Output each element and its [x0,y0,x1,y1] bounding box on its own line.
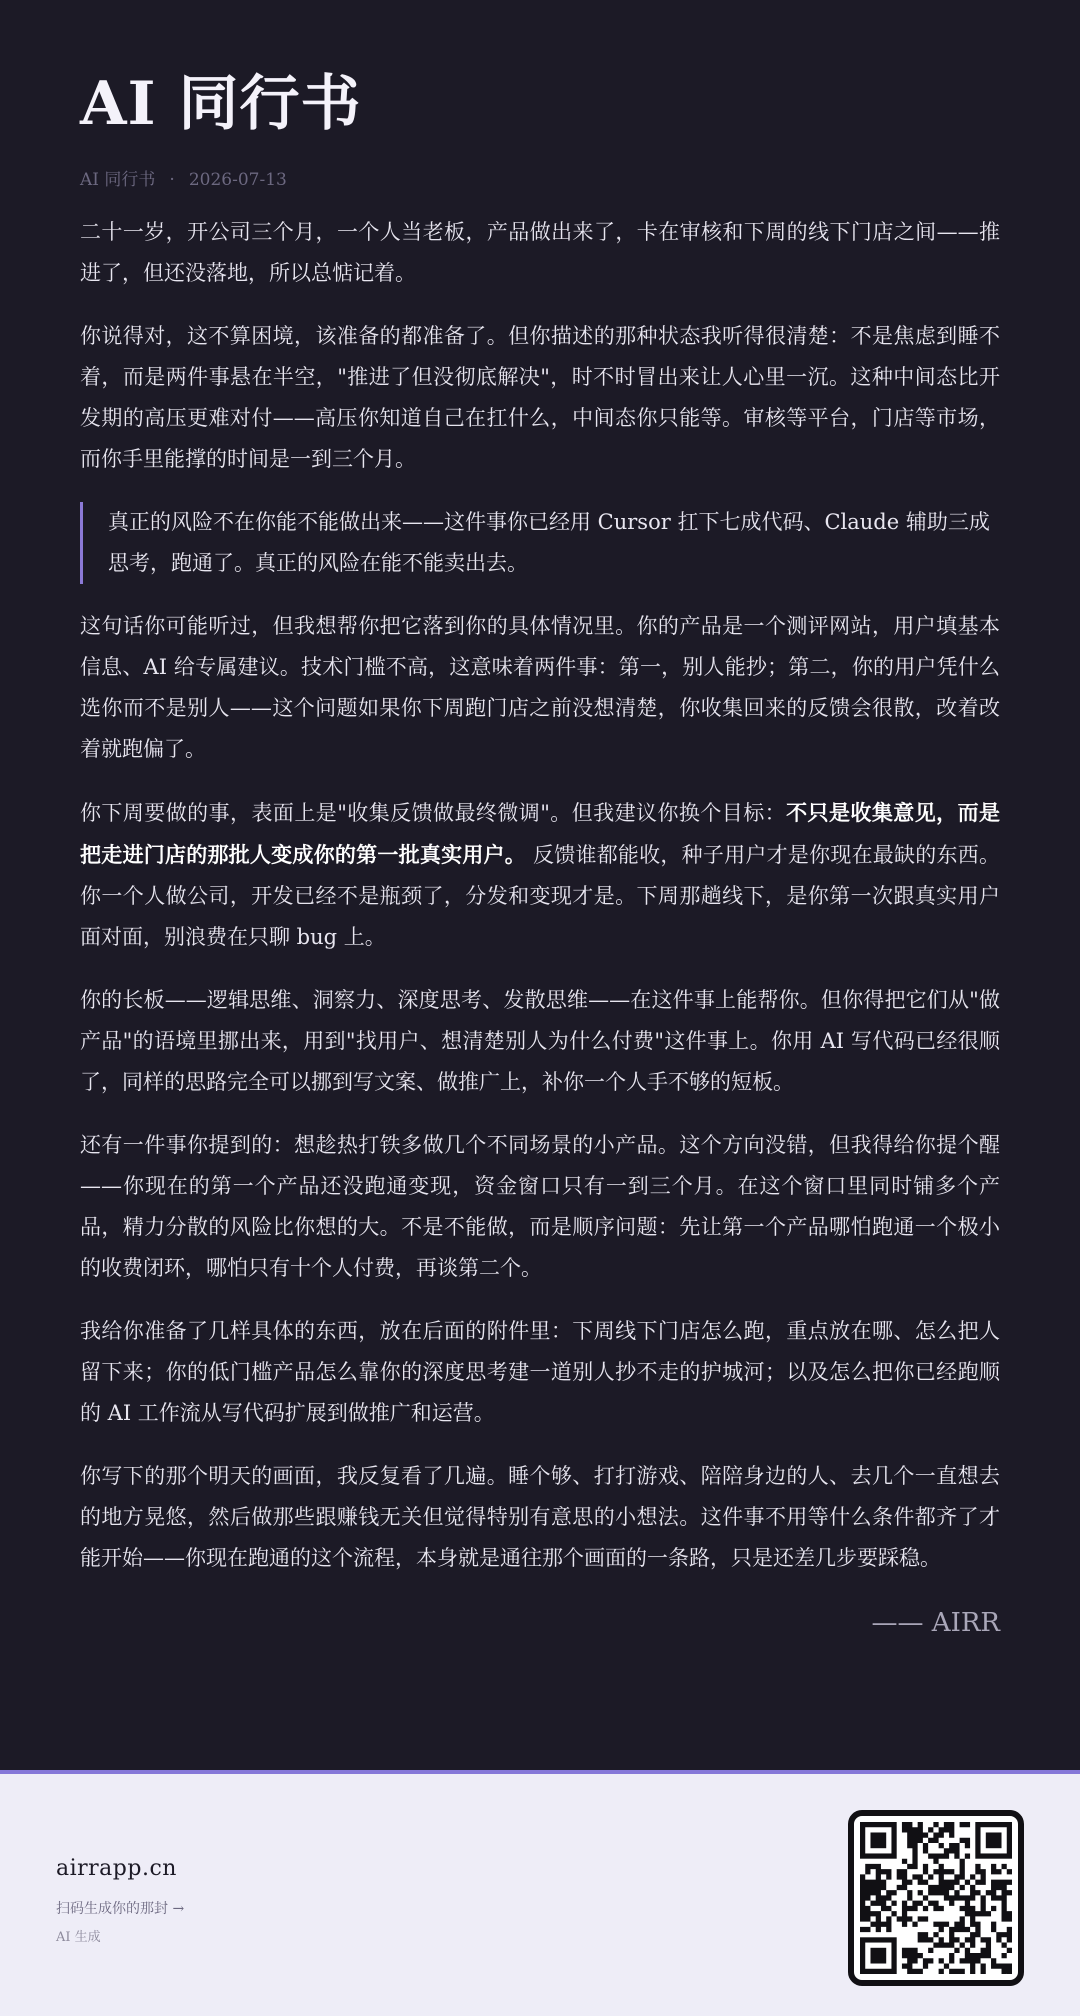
share-footer [0,1770,1080,2016]
qr-finder-pattern [860,1937,897,1974]
meta-date: 2026-07-13 [188,170,287,190]
meta-source: AI 同行书 [80,170,156,190]
letter-paragraph-emphasis [80,792,1000,958]
letter-paragraph: 你写下的那个明天的画面，我反复看了几遍。睡个够、打打游戏、陪陪身边的人、去几个一直想去的地方晃悠，然后做那些跟赚钱无关但觉得特别有意思的小想法。这件事不用等什么条件都齐了才能开始——你现在跑通的这个流程，本身就是通往那个画面的一条路，只是还差几步要踩稳。 [80,1464,1000,1570]
paragraph-bold-text: 不只是收集意见，而是把走进门店的那批人变成你的第一批真实用户。 [80,800,1001,867]
site-domain[interactable]: airrapp.cn [56,1856,177,1881]
qr-finder-pattern [975,1822,1012,1859]
qr-code[interactable] [848,1810,1024,1986]
qr-finder-pattern [860,1822,897,1859]
letter-paragraph: 还有一件事你提到的：想趁热打铁多做几个不同场景的小产品。这个方向没错，但我得给你提个醒——你现在的第一个产品还没跑通变现，资金窗口只有一到三个月。在这个窗口里同时铺多个产品，精力分散的风险比你想的大。不是不能做，而是顺序问题：先让第一个产品哪怕跑通一个极小的收费闭环，哪怕只有十个人付费，再谈第二个。 [80,1133,1000,1280]
generated-by-label: AI 生成 [56,1930,101,1945]
meta-separator: · [169,170,175,190]
scan-prompt: 扫码生成你的那封 → [56,1901,185,1917]
letter-paragraph: 这句话你可能听过，但我想帮你把它落到你的具体情况里。你的产品是一个测评网站，用户填基本信息、AI 给专属建议。技术门槛不高，这意味着两件事：第一，别人能抄；第二，你的用户凭什么选你而不是别人——这个问题如果你下周跑门店之前没想清楚，你收集回来的反馈会很散，改着改着就跑偏了。 [80,614,1000,761]
letter-title: AI 同行书 [80,69,362,139]
paragraph-text: 你下周要做的事，表面上是"收集反馈做最终微调"。但我建议你换个目标： [80,801,787,825]
paragraph-text: 反馈谁都能收，种子用户才是你现在最缺的东西。你一个人做公司，开发已经不是瓶颈了，分发和变现才是。下周那趟线下，是你第一次跟真实用户面对面，别浪费在只聊 bug 上。 [80,843,1001,949]
letter-signature: —— AIRR [871,1608,1000,1638]
letter-quote: 真正的风险不在你能不能做出来——这件事你已经用 Cursor 扛下七成代码、Claude 辅助三成思考，跑通了。真正的风险在能不能卖出去。 [80,502,1000,584]
letter-paragraph: 我给你准备了几样具体的东西，放在后面的附件里：下周线下门店怎么跑，重点放在哪、怎么把人留下来；你的低门槛产品怎么靠你的深度思考建一道别人抄不走的护城河；以及怎么把你已经跑顺的 AI 工作流从写代码扩展到做推广和运营。 [80,1319,1000,1425]
letter-meta [80,168,1000,192]
letter-paragraph: 你说得对，这不算困境，该准备的都准备了。但你描述的那种状态我听得很清楚：不是焦虑到睡不着，而是两件事悬在半空，"推进了但没彻底解决"，时不时冒出来让人心里一沉。这种中间态比开发期的高压更难对付——高压你知道自己在扛什么，中间态你只能等。审核等平台，门店等市场，而你手里能撑的时间是一到三个月。 [80,324,1000,471]
qr-code-icon [860,1822,1012,1974]
letter-paragraph: 你的长板——逻辑思维、洞察力、深度思考、发散思维——在这件事上能帮你。但你得把它们从"做产品"的语境里挪出来，用到"找用户、想清楚别人为什么付费"这件事上。你用 AI 写代码已经很顺了，同样的思路完全可以挪到写文案、做推广上，补你一个人手不够的短板。 [80,988,1000,1094]
letter-paragraph: 二十一岁，开公司三个月，一个人当老板，产品做出来了，卡在审核和下周的线下门店之间——推进了，但还没落地，所以总惦记着。 [80,220,1000,285]
